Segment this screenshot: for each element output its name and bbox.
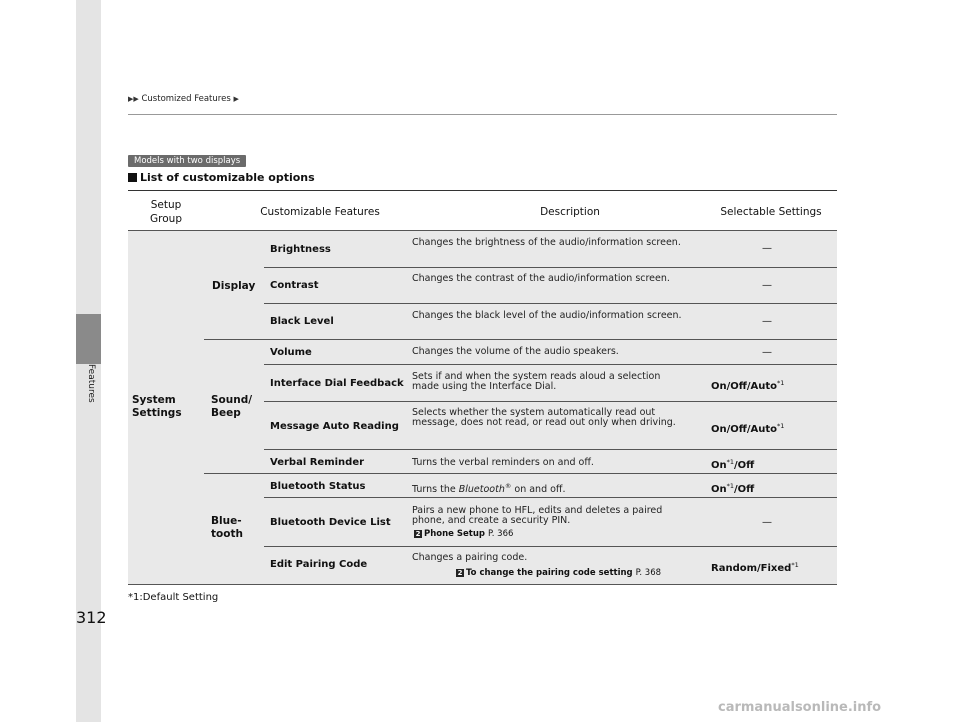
setting-verbal-reminder: On$^{*1}$/Off xyxy=(711,458,755,471)
column-header-settings: Selectable Settings xyxy=(720,206,822,218)
xref-arrow-icon: 2 xyxy=(415,530,421,538)
group-bluetooth: Blue- tooth xyxy=(211,515,243,540)
setting-volume: — xyxy=(762,347,772,358)
model-badge: Models with two displays xyxy=(128,155,246,167)
feature-black-level: Black Level xyxy=(270,316,334,327)
page-number: 312 xyxy=(76,608,107,627)
feature-interface-dial-feedback: Interface Dial Feedback xyxy=(270,378,404,389)
group-divider xyxy=(204,339,837,340)
description-black-level: Changes the black level of the audio/information screen. xyxy=(412,310,682,321)
section-title: List of customizable options xyxy=(128,171,315,184)
group-sound-beep: Sound/ Beep xyxy=(211,394,253,419)
xref-arrow-icon: 2 xyxy=(457,569,463,577)
feature-verbal-reminder: Verbal Reminder xyxy=(270,457,365,468)
xref-pairing-code-setting[interactable]: 2 To change the pairing code setting P. 368 xyxy=(457,568,662,578)
watermark: carmanualsonline.info xyxy=(718,700,882,715)
feature-bluetooth-device-list: Bluetooth Device List xyxy=(270,517,391,528)
description-contrast: Changes the contrast of the audio/information screen. xyxy=(412,273,670,284)
breadcrumb-arrow-icon: ▶▶ xyxy=(128,95,139,103)
feature-volume: Volume xyxy=(270,347,312,358)
setting-interface-dial-feedback: On/Off/Auto$^{*1}$ xyxy=(711,379,785,392)
feature-bluetooth-status: Bluetooth Status xyxy=(270,481,366,492)
row-divider xyxy=(264,267,837,268)
header-divider xyxy=(128,114,837,115)
side-tab-marker xyxy=(76,314,101,364)
row-divider xyxy=(264,546,837,547)
group-display: Display xyxy=(212,280,256,292)
row-divider xyxy=(264,303,837,304)
xref-phone-setup[interactable]: 2 Phone Setup P. 366 xyxy=(415,529,514,539)
description-bluetooth-device-list: Pairs a new phone to HFL, edits and deletes a paired phone, and create a security PIN. xyxy=(412,505,663,526)
description-message-auto-reading: Selects whether the system automatically read out message, does not read, or read out only when driving. xyxy=(412,407,676,428)
footnote: *1:Default Setting xyxy=(128,592,219,603)
setting-bluetooth-status: On$^{*1}$/Off xyxy=(711,482,755,495)
setup-group-label: System Settings xyxy=(132,394,182,419)
row-divider xyxy=(264,401,837,402)
setting-edit-pairing-code: Random/Fixed$^{*1}$ xyxy=(711,561,799,574)
description-verbal-reminder: Turns the verbal reminders on and off. xyxy=(412,457,594,468)
description-bluetooth-status: Turns the Bluetooth® on and off. xyxy=(412,482,566,495)
row-divider xyxy=(264,364,837,365)
side-tab-label: Features xyxy=(86,364,96,403)
feature-contrast: Contrast xyxy=(270,280,319,291)
setting-contrast: — xyxy=(762,280,772,291)
setting-message-auto-reading: On/Off/Auto$^{*1}$ xyxy=(711,422,785,435)
setting-black-level: — xyxy=(762,316,772,327)
setting-brightness: — xyxy=(762,243,772,254)
breadcrumb[interactable]: ▶▶ Customized Features ▶ xyxy=(128,94,239,104)
description-interface-dial-feedback: Sets if and when the system reads aloud a selection made using the Interface Dial. xyxy=(412,371,661,392)
square-bullet-icon xyxy=(128,173,137,182)
row-divider xyxy=(264,449,837,450)
row-divider xyxy=(264,497,837,498)
feature-message-auto-reading: Message Auto Reading xyxy=(270,421,399,432)
column-header-features: Customizable Features xyxy=(260,206,380,218)
description-volume: Changes the volume of the audio speakers. xyxy=(412,346,619,357)
section-divider xyxy=(128,190,837,191)
setting-bluetooth-device-list: — xyxy=(762,517,772,528)
table-top-rule xyxy=(128,230,837,231)
breadcrumb-arrow-icon: ▶ xyxy=(233,95,239,103)
description-brightness: Changes the brightness of the audio/information screen. xyxy=(412,237,681,248)
column-header-group: Setup Group xyxy=(150,199,182,225)
description-edit-pairing-code: Changes a pairing code. xyxy=(412,552,528,563)
group-divider xyxy=(204,473,837,474)
feature-brightness: Brightness xyxy=(270,244,331,255)
column-header-description: Description xyxy=(540,206,600,218)
table-bottom-rule xyxy=(128,584,837,585)
feature-edit-pairing-code: Edit Pairing Code xyxy=(270,559,368,570)
